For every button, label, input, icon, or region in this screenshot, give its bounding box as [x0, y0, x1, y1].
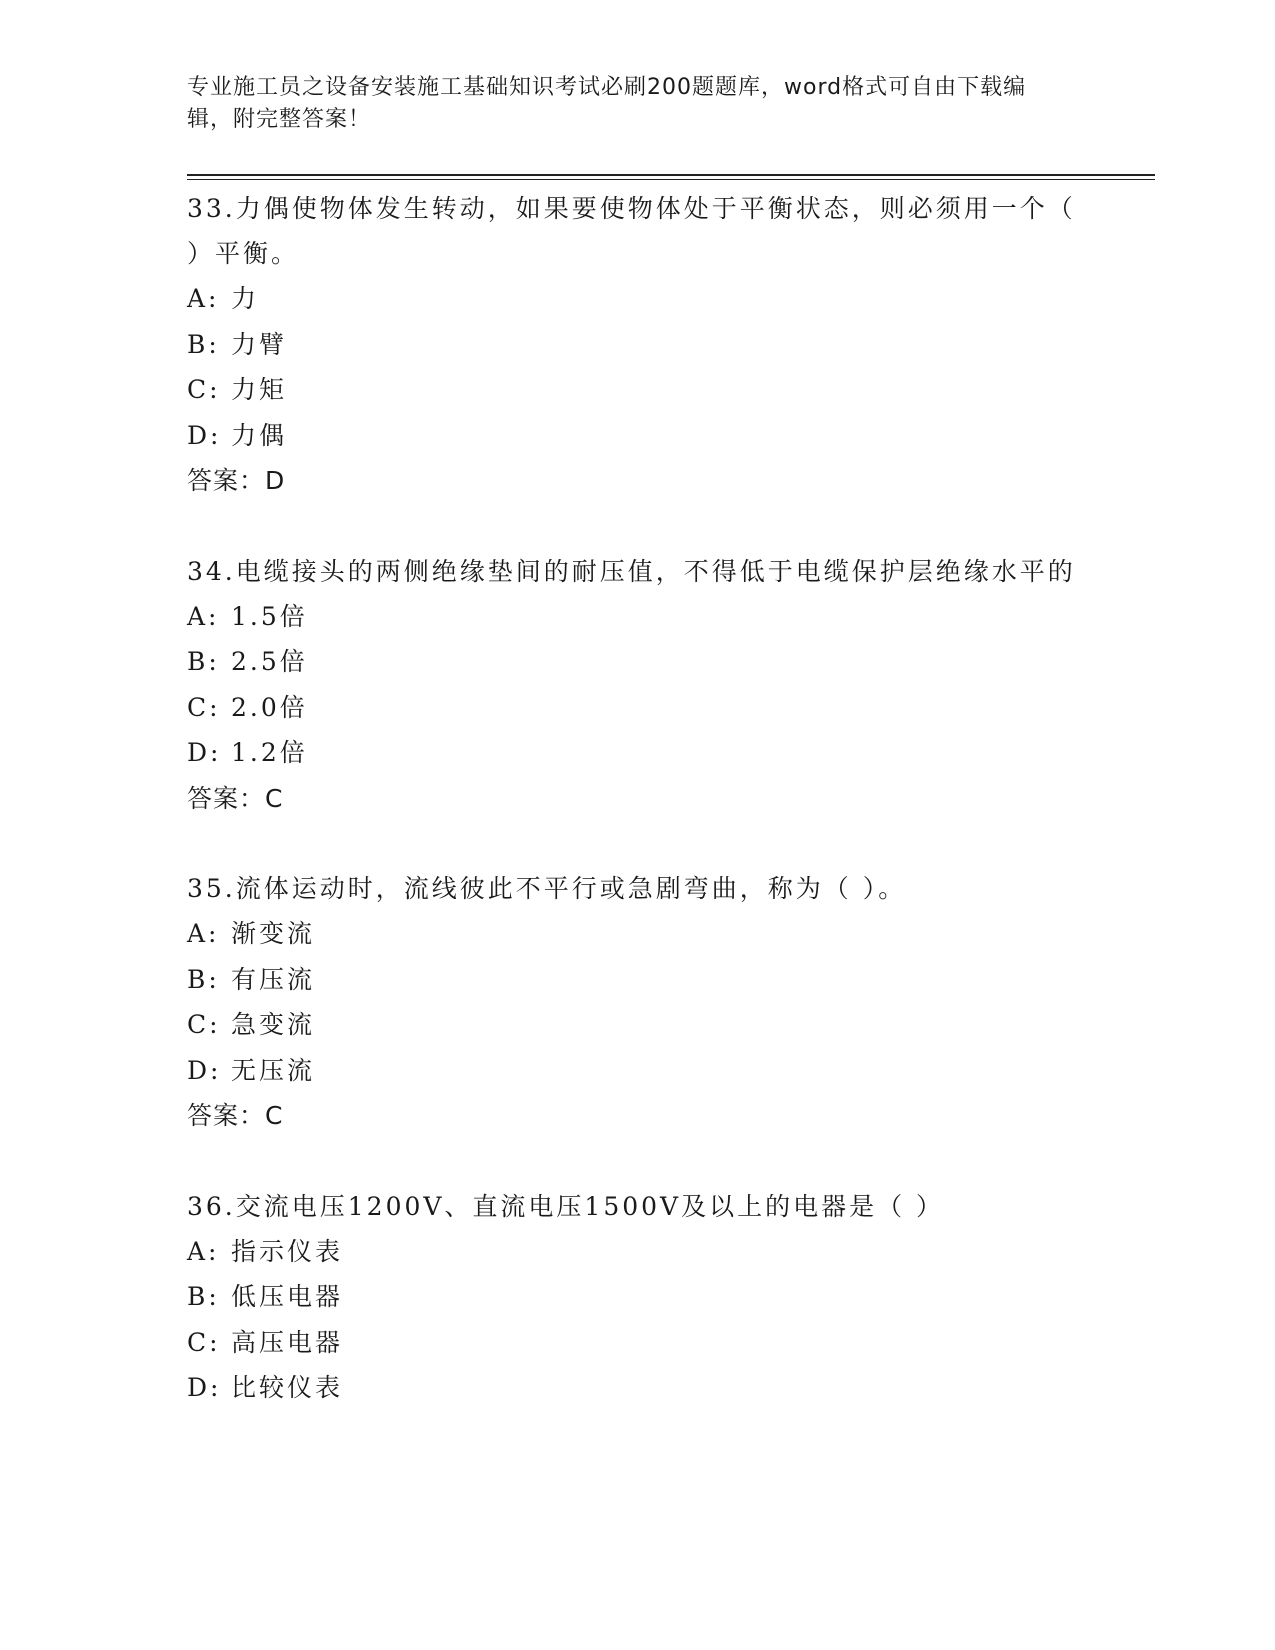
question-text: 35.流体运动时，流线彼此不平行或急剧弯曲，称为（ ）。	[187, 874, 907, 903]
question-text: 34.电缆接头的两侧绝缘垫间的耐压值，不得低于电缆保护层绝缘水平的	[187, 556, 1076, 586]
option-letter: D:	[187, 1055, 222, 1085]
option-c	[187, 685, 1155, 731]
option-b	[187, 639, 1155, 685]
question-35	[187, 866, 1155, 1139]
option-text: 2.0倍	[231, 692, 308, 722]
option-letter: A:	[187, 284, 220, 313]
option-text: 力臂	[231, 329, 288, 359]
option-letter: A:	[187, 919, 220, 948]
option-letter: C:	[187, 692, 221, 722]
option-text: 高压电器	[231, 1327, 344, 1357]
question-36	[187, 1184, 1155, 1411]
option-letter: D:	[187, 738, 222, 767]
option-text: 急变流	[231, 1010, 316, 1039]
option-b	[187, 957, 1155, 1003]
option-letter: B:	[187, 647, 220, 676]
option-text: 有压流	[231, 964, 316, 994]
option-a	[187, 276, 1155, 322]
option-a	[187, 594, 1155, 640]
option-c	[187, 1320, 1155, 1366]
option-text: 1.5倍	[231, 601, 308, 631]
option-c	[187, 1002, 1155, 1048]
option-d	[187, 413, 1155, 459]
option-a	[187, 1229, 1155, 1275]
option-letter: C:	[187, 1010, 221, 1039]
option-letter: C:	[187, 1327, 221, 1357]
answer-line: 答案：C	[187, 783, 284, 813]
option-text: 指示仪表	[231, 1236, 344, 1266]
question-33	[187, 186, 1155, 504]
header-divider	[187, 174, 1155, 180]
document-header-title: 专业施工员之设备安装施工基础知识考试必刷200题题库，word格式可自由下载编辑，附完整答案！	[187, 75, 1027, 132]
option-text: 力矩	[231, 375, 288, 404]
option-letter: A:	[187, 1236, 220, 1266]
option-b	[187, 1274, 1155, 1320]
option-letter: B:	[187, 1282, 220, 1311]
option-text: 无压流	[231, 1055, 316, 1085]
question-text: 33.力偶使物体发生转动，如果要使物体处于平衡状态，则必须用一个（ ）平衡。	[187, 194, 1076, 268]
option-a	[187, 911, 1155, 957]
option-b	[187, 322, 1155, 368]
option-text: 力偶	[231, 420, 288, 450]
option-letter: C:	[187, 375, 221, 404]
option-text: 1.2倍	[231, 738, 308, 767]
option-text: 2.5倍	[231, 647, 308, 676]
answer-line: 答案：D	[187, 466, 286, 495]
option-letter: B:	[187, 964, 220, 994]
option-letter: B:	[187, 329, 220, 359]
question-text: 36.交流电压1200V、直流电压1500V及以上的电器是（ ）	[187, 1191, 945, 1221]
option-letter: D:	[187, 420, 222, 450]
option-c	[187, 367, 1155, 413]
option-text: 低压电器	[231, 1282, 344, 1311]
question-34	[187, 549, 1155, 822]
document-page	[187, 72, 1155, 1411]
answer-line: 答案：C	[187, 1101, 284, 1130]
option-d	[187, 1365, 1155, 1411]
option-letter: D:	[187, 1373, 222, 1402]
option-text: 比较仪表	[231, 1373, 344, 1402]
option-d	[187, 730, 1155, 776]
option-letter: A:	[187, 601, 220, 631]
option-text: 力	[231, 284, 260, 313]
option-text: 渐变流	[231, 919, 316, 948]
option-d	[187, 1048, 1155, 1094]
